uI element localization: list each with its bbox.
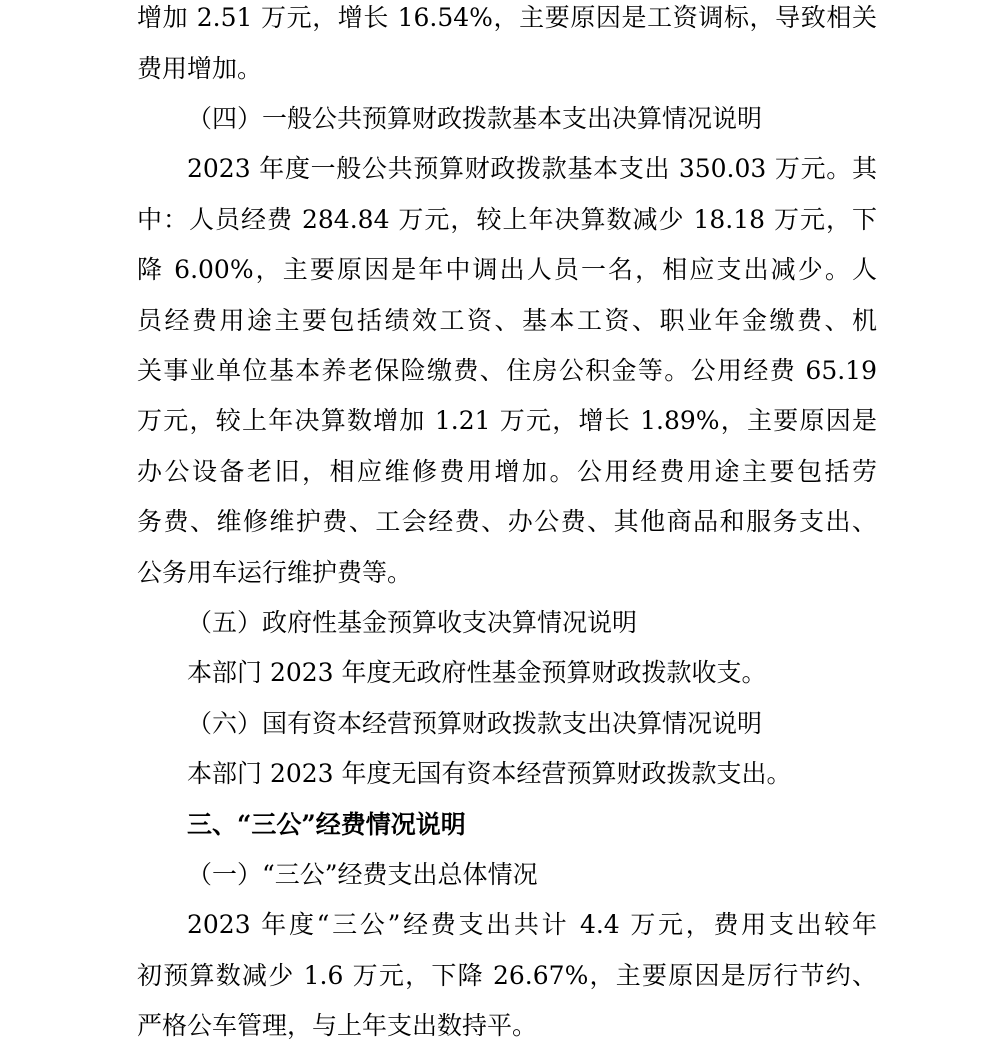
body-text-line: 本部门 2023 年度无政府性基金预算财政拨款收支。: [187, 658, 767, 687]
body-text-line: 2023 年度“三公”经费支出共计 4.4 万元，费用支出较年: [187, 910, 877, 939]
body-text-line: 公务用车运行维护费等。: [137, 558, 413, 587]
body-text-line: 务费、维修维护费、工会经费、办公费、其他商品和服务支出、: [137, 507, 877, 536]
subsection-heading: （一）“三公”经费支出总体情况: [187, 860, 538, 889]
section-title: 三、“三公”经费情况说明: [187, 810, 466, 839]
body-text-line: 中：人员经费 284.84 万元，较上年决算数减少 18.18 万元，下: [137, 205, 877, 234]
body-text-line: 万元，较上年决算数增加 1.21 万元，增长 1.89%，主要原因是: [137, 406, 877, 435]
body-text-line: 关事业单位基本养老保险缴费、住房公积金等。公用经费 65.19: [137, 356, 877, 385]
body-text-line: 增加 2.51 万元，增长 16.54%，主要原因是工资调标，导致相关: [137, 3, 877, 32]
body-text-line: 费用增加。: [137, 54, 263, 83]
subsection-heading: （四）一般公共预算财政拨款基本支出决算情况说明: [187, 104, 763, 133]
subsection-heading: （五）政府性基金预算收支决算情况说明: [187, 608, 638, 637]
body-text-line: 办公设备老旧，相应维修费用增加。公用经费用途主要包括劳: [137, 457, 877, 486]
body-text-line: 2023 年度一般公共预算财政拨款基本支出 350.03 万元。其: [187, 154, 877, 183]
body-text-line: 降 6.00%，主要原因是年中调出人员一名，相应支出减少。人: [137, 255, 877, 284]
subsection-heading: （六）国有资本经营预算财政拨款支出决算情况说明: [187, 709, 763, 738]
body-text-line: 初预算数减少 1.6 万元，下降 26.67%，主要原因是厉行节约、: [137, 961, 877, 990]
body-text-line: 严格公车管理，与上年支出数持平。: [137, 1011, 538, 1040]
body-text-line: 员经费用途主要包括绩效工资、基本工资、职业年金缴费、机: [137, 306, 877, 335]
body-text-line: 本部门 2023 年度无国有资本经营预算财政拨款支出。: [187, 759, 792, 788]
